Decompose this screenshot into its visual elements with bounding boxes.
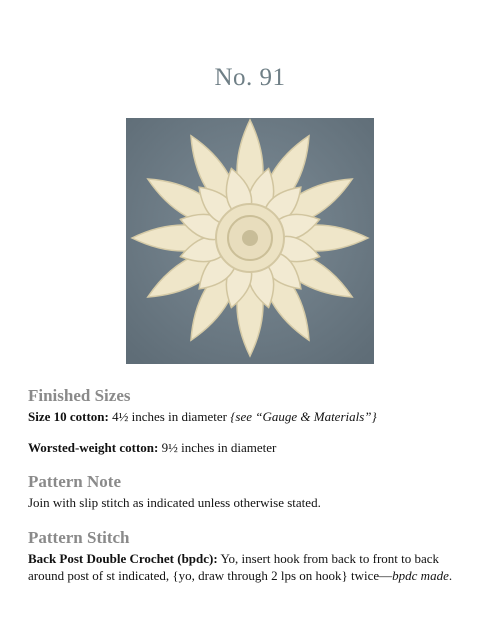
bpdc-text: Yo, insert hook from back to front to back around post of st indicated, {yo, draw through 2 lps on hook} twice— — [28, 551, 440, 583]
bpdc-label: Back Post Double Crochet (bpdc): — [28, 551, 218, 566]
flower-illustration — [126, 118, 374, 364]
size-10-cotton-line — [28, 408, 478, 425]
pattern-note-heading: Pattern Note — [28, 472, 121, 491]
page-title: No. 91 — [214, 64, 286, 91]
worsted-cotton-line — [28, 439, 478, 456]
worsted-label: Worsted-weight cotton: — [28, 440, 159, 455]
size-10-note: {see “Gauge & Materials”} — [230, 409, 377, 424]
size-10-text: 4½ inches in diameter — [108, 409, 231, 424]
flower-center — [242, 230, 258, 246]
bpdc-end: . — [448, 568, 453, 583]
pattern-stitch-heading: Pattern Stitch — [28, 528, 130, 547]
bpdc-made: bpdc made — [392, 568, 449, 583]
pattern-stitch-text — [28, 550, 478, 584]
size-10-label: Size 10 cotton: — [28, 409, 109, 424]
finished-sizes-heading: Finished Sizes — [28, 386, 131, 405]
worsted-text: 9½ inches in diameter — [158, 440, 277, 455]
crochet-flower-photo — [126, 118, 374, 364]
pattern-note-text: Join with slip stitch as indicated unless otherwise stated. — [28, 495, 321, 510]
